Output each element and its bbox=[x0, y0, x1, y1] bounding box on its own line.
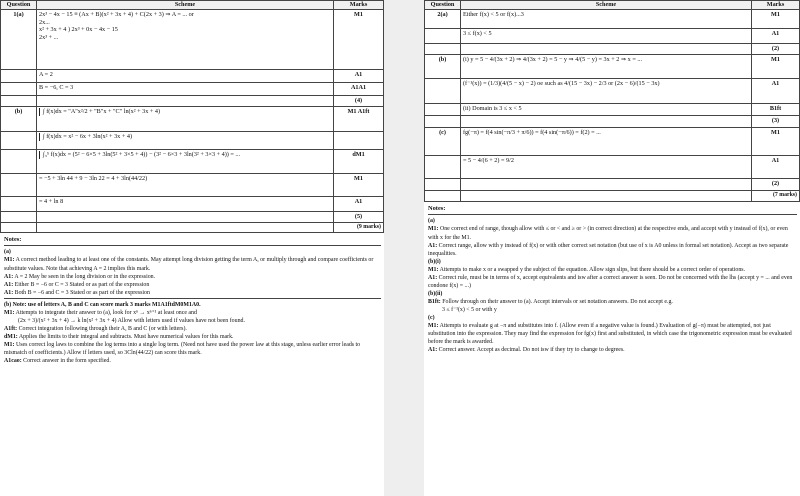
scheme-cell bbox=[37, 149, 334, 173]
marks-cell: A1 bbox=[752, 78, 800, 103]
note-item bbox=[4, 357, 381, 365]
scheme-line: (i) y = 5 − 4/(3x + 2) ⇒ 4/(3x + 2) = 5 − y ⇒ 4/(5 − y) = 3x + 2 ⇒ x = ... bbox=[463, 55, 642, 63]
scheme-cell bbox=[461, 28, 752, 43]
scheme-line: 3 ≤ f(x) < 5 bbox=[463, 29, 492, 37]
marks-cell: M1 A1ft bbox=[334, 106, 384, 131]
scheme-cell bbox=[461, 115, 752, 127]
note-item bbox=[428, 346, 797, 354]
note-mark-code: A1: bbox=[4, 289, 14, 296]
scheme-line: 2x... bbox=[39, 18, 50, 26]
marks-cell: (5) bbox=[334, 211, 384, 222]
note-text: Correct answer in the form specified. bbox=[21, 357, 111, 364]
note-text: One correct end of range, though allow with ≤ or < and ≥ or > (in correct direction) at the respective ends, and accept with y instead of f(x), or even with x for the M1. bbox=[428, 226, 788, 241]
note-mark-code: M1: bbox=[4, 257, 15, 264]
marks-cell: B1ft bbox=[752, 103, 800, 115]
table-header-row bbox=[1, 1, 384, 10]
scheme-cell bbox=[461, 78, 752, 103]
note-item bbox=[4, 281, 381, 289]
scheme-row bbox=[1, 149, 384, 173]
note-item bbox=[428, 274, 797, 290]
note-mark-code: A1ft: bbox=[4, 325, 18, 332]
mark-scheme-page-left bbox=[0, 0, 384, 496]
note-item bbox=[428, 298, 797, 306]
note-text: Correct rule, must be in terms of x, accept equivalents and isw after a correct answer is seen. Do not be concerned with the lhs (accept y = ... and even condone f(x) = ...) bbox=[428, 274, 793, 289]
marks-cell: (9 marks) bbox=[334, 222, 384, 232]
scheme-cell bbox=[461, 103, 752, 115]
scheme-row bbox=[1, 82, 384, 95]
note-text: Either B = −6 or C = 3 Stated or as part of the expression bbox=[13, 281, 150, 288]
divider bbox=[4, 245, 381, 246]
question-number: 2(a) bbox=[425, 9, 461, 28]
scheme-line: A = 2 bbox=[39, 70, 53, 78]
scheme-line: (ii) Domain is 3 ≤ x < 5 bbox=[463, 104, 522, 112]
scheme-cell bbox=[461, 178, 752, 190]
scheme-cell bbox=[37, 196, 334, 211]
mark-scheme-table-q2 bbox=[424, 0, 800, 202]
scheme-line: Either f(x) < 5 or f(x)...3 bbox=[463, 10, 524, 18]
scheme-cell bbox=[461, 43, 752, 54]
marks-cell: (2) bbox=[752, 43, 800, 54]
note-item bbox=[4, 317, 381, 325]
question-number bbox=[1, 82, 37, 95]
scheme-row bbox=[425, 127, 800, 155]
note-item bbox=[428, 290, 797, 298]
note-text: Both B = −6 and C = 3 Stated or as part of the expression bbox=[13, 289, 150, 296]
question-number bbox=[1, 173, 37, 196]
scheme-cell bbox=[37, 131, 334, 149]
scheme-row bbox=[425, 54, 800, 78]
note-mark-code: A1: bbox=[428, 242, 438, 249]
mark-scheme-page-right bbox=[424, 0, 800, 496]
header-question: Question bbox=[425, 1, 461, 10]
scheme-row bbox=[425, 190, 800, 201]
scheme-row bbox=[1, 222, 384, 232]
question-number bbox=[1, 211, 37, 222]
question-number bbox=[1, 131, 37, 149]
scheme-line: = 4 + ln 8 bbox=[39, 197, 64, 205]
question-number bbox=[425, 178, 461, 190]
note-item bbox=[4, 248, 381, 256]
marks-cell: A1 bbox=[752, 155, 800, 178]
marks-cell: A1A1 bbox=[334, 82, 384, 95]
note-mark-code: dM1: bbox=[4, 333, 18, 340]
divider bbox=[428, 214, 797, 215]
note-item bbox=[4, 256, 381, 272]
scheme-cell bbox=[37, 82, 334, 95]
header-marks: Marks bbox=[334, 1, 384, 10]
question-number: 1(a) bbox=[1, 9, 37, 69]
scheme-cell bbox=[37, 106, 334, 131]
scheme-line: 2x³ + ... bbox=[39, 34, 59, 41]
note-item bbox=[428, 266, 797, 274]
header-scheme: Scheme bbox=[37, 1, 334, 10]
mark-scheme-table-q1 bbox=[0, 0, 384, 233]
note-item bbox=[428, 306, 797, 314]
note-mark-code: M1: bbox=[4, 309, 15, 316]
scheme-row bbox=[1, 131, 384, 149]
marks-cell: (2) bbox=[752, 178, 800, 190]
question-number bbox=[1, 222, 37, 232]
question-number bbox=[1, 196, 37, 211]
question-number: (b) bbox=[425, 54, 461, 78]
notes-section bbox=[424, 202, 800, 354]
marks-cell: (4) bbox=[334, 95, 384, 106]
scheme-line: (f⁻¹(x)) = (1/3)(4/(5 − x) − 2) oe such as 4/(15 − 3x) − 2/3 or (2x − 6)/(15 − 3x) bbox=[463, 79, 660, 87]
scheme-cell bbox=[461, 127, 752, 155]
scheme-cell bbox=[37, 69, 334, 82]
note-mark-code: M1: bbox=[428, 266, 439, 273]
marks-cell: A1 bbox=[752, 28, 800, 43]
header-question: Question bbox=[1, 1, 37, 10]
marks-cell: A1 bbox=[334, 196, 384, 211]
header-scheme: Scheme bbox=[461, 1, 752, 10]
note-mark-code: A1: bbox=[428, 346, 438, 353]
marks-cell: (3) bbox=[752, 115, 800, 127]
scheme-cell bbox=[37, 222, 334, 232]
marks-cell: M1 bbox=[752, 54, 800, 78]
note-item bbox=[4, 289, 381, 297]
note-text: Correct answer. Accept as decimal. Do not isw if they try to change to degrees. bbox=[437, 346, 625, 353]
divider bbox=[4, 298, 381, 299]
scheme-line: B = −6, C = 3 bbox=[39, 83, 74, 91]
scheme-row bbox=[1, 211, 384, 222]
scheme-row bbox=[425, 9, 800, 28]
question-number bbox=[425, 43, 461, 54]
note-item bbox=[4, 309, 381, 317]
marks-cell: M1 bbox=[334, 9, 384, 69]
scheme-line: x² + 3x + 4 ) 2x³ + 0x − 4x − 15 bbox=[39, 26, 118, 34]
scheme-row bbox=[425, 178, 800, 190]
scheme-row bbox=[425, 155, 800, 178]
note-text: (b)(i) bbox=[428, 258, 441, 265]
scheme-row bbox=[425, 103, 800, 115]
question-number bbox=[1, 149, 37, 173]
marks-cell: dM1 bbox=[334, 149, 384, 173]
note-mark-code: A1: bbox=[4, 273, 14, 280]
note-mark-code: A1: bbox=[4, 281, 14, 288]
note-item bbox=[4, 333, 381, 341]
note-item bbox=[428, 258, 797, 266]
table-body bbox=[425, 9, 800, 201]
scheme-cell bbox=[461, 9, 752, 28]
scheme-cell bbox=[37, 211, 334, 222]
note-item bbox=[4, 301, 381, 309]
header-marks: Marks bbox=[752, 1, 800, 10]
notes-title: Notes: bbox=[4, 235, 22, 243]
scheme-row bbox=[1, 69, 384, 82]
note-text: (2x + 3)/(x² + 3x + 4) → k ln(x² + 3x + 4) Allow with letters used if values have not been found. bbox=[18, 317, 245, 324]
scheme-line: ∫ f(x)dx = x² − 6x + 3ln(x² + 3x + 4) bbox=[39, 133, 331, 141]
note-text: Uses correct log laws to combine the log terms into a single log term. (Need not have used the power law at this stage, unless earlier error leads to mismatch of coefficients.) Allow if letters used, so 3Cln(44/22) can score this mark. bbox=[4, 341, 361, 356]
note-text: (b)(ii) bbox=[428, 290, 443, 297]
note-text: (a) bbox=[428, 218, 435, 225]
scheme-row bbox=[1, 95, 384, 106]
note-text: Correct integration following through their A, B and C (or with letters). bbox=[17, 325, 187, 332]
scheme-line: 2x³ − 4x − 15 ≡ (Ax + B)(x² + 3x + 4) + C(2x + 3) ⇒ A = ... or bbox=[39, 10, 194, 18]
note-text: 3 ≤ f⁻¹(x) < 5 or with y bbox=[442, 306, 497, 313]
note-text: Correct range, allow with y instead of f(x) or with other correct set notation (but use of x is A0 unless in formal set notation). Accept as two separate inequalities. bbox=[428, 242, 789, 257]
scheme-row bbox=[425, 115, 800, 127]
note-text: A correct method leading to at least one of the constants. May attempt long division getting the term A, or multiply through and compare coefficients or substitute values. Note that achieving A = 2 implies this mark. bbox=[4, 257, 374, 272]
note-text: Attempts to evaluate g at −π and substitutes into f. (Allow even if a negative value is found.) Evaluation of g(−π) must be attempted, not just substitution into the expression. They may find the expression for fg(x) first and substituted, in which case the trigonometric expression must be evaluated before the mark is awarded. bbox=[428, 322, 792, 345]
notes-title: Notes: bbox=[428, 204, 446, 212]
note-text: Follow through on their answer to (a). Accept intervals or set notation answers. Do not accept e.g. bbox=[440, 298, 673, 305]
question-number bbox=[1, 95, 37, 106]
note-item bbox=[428, 242, 797, 258]
scheme-cell bbox=[37, 173, 334, 196]
scheme-row bbox=[425, 28, 800, 43]
note-text: Attempts to make x or a swapped y the subject of the equation. Allow sign slips, but there should be a correct order of operations. bbox=[438, 266, 746, 273]
note-item bbox=[4, 273, 381, 281]
note-item bbox=[428, 217, 797, 225]
scheme-cell bbox=[37, 95, 334, 106]
question-number bbox=[425, 103, 461, 115]
scheme-cell bbox=[37, 9, 334, 69]
note-item bbox=[428, 225, 797, 241]
note-text: (a) bbox=[4, 249, 11, 256]
scheme-row bbox=[1, 9, 384, 69]
marks-cell: M1 bbox=[752, 9, 800, 28]
note-mark-code: M1: bbox=[428, 226, 439, 233]
note-mark-code: B1ft: bbox=[428, 298, 441, 305]
table-header-row bbox=[425, 1, 800, 10]
scheme-cell bbox=[461, 190, 752, 201]
note-item bbox=[4, 325, 381, 333]
marks-cell: (7 marks) bbox=[752, 190, 800, 201]
notes-section bbox=[0, 233, 384, 365]
scheme-line: = 5 − 4/(6 + 2) = 9/2 bbox=[463, 156, 514, 164]
question-number bbox=[425, 78, 461, 103]
note-mark-code: A1cao: bbox=[4, 357, 22, 364]
note-item bbox=[428, 314, 797, 322]
question-number bbox=[425, 28, 461, 43]
note-text: (b) Note: use of letters A, B and C can score mark 3 marks M1A1ftdM0M1A0. bbox=[4, 301, 201, 308]
marks-cell bbox=[334, 131, 384, 149]
question-number bbox=[425, 190, 461, 201]
scheme-line: ∫₃⁵ f(x)dx = (5² − 6×5 + 3ln(5² + 3×5 + 4)) − (3² − 6×3 + 3ln(3² + 3×3 + 4)) = ... bbox=[39, 151, 331, 159]
note-item bbox=[428, 322, 797, 346]
note-mark-code: A1: bbox=[428, 274, 438, 281]
question-number: (c) bbox=[425, 127, 461, 155]
scheme-row bbox=[1, 196, 384, 211]
question-number bbox=[425, 155, 461, 178]
note-text: Applies the limits to their integral and subtracts. Must have numerical values for this mark. bbox=[17, 333, 234, 340]
marks-cell: M1 bbox=[752, 127, 800, 155]
note-text: (c) bbox=[428, 314, 435, 321]
scheme-line: fg(−π) = f(4 sin(−π/3 + π/6)) = f(4 sin(−π/6)) = f(2) = ... bbox=[463, 128, 601, 136]
marks-cell: M1 bbox=[334, 173, 384, 196]
scheme-row bbox=[1, 106, 384, 131]
scheme-line: = −5 + 3ln 44 + 9 − 3ln 22 = 4 + 3ln(44/22) bbox=[39, 174, 148, 182]
scheme-row bbox=[1, 173, 384, 196]
scheme-row bbox=[425, 43, 800, 54]
note-text: Attempts to integrate their answer to (a), look for xⁿ → xⁿ⁺¹ at least once and bbox=[14, 309, 197, 316]
note-text: A = 2 May be seen in the long division or in the expression. bbox=[13, 273, 156, 280]
question-number bbox=[425, 115, 461, 127]
question-number bbox=[1, 69, 37, 82]
note-mark-code: M1: bbox=[428, 322, 439, 329]
marks-cell: A1 bbox=[334, 69, 384, 82]
scheme-cell bbox=[461, 54, 752, 78]
scheme-line: ∫ f(x)dx = "A"x²/2 + "B"x + "C" ln(x² + 3x + 4) bbox=[39, 108, 331, 116]
question-number: (b) bbox=[1, 106, 37, 131]
scheme-cell bbox=[461, 155, 752, 178]
note-item bbox=[4, 341, 381, 357]
note-mark-code: M1: bbox=[4, 341, 15, 348]
table-body bbox=[1, 9, 384, 232]
scheme-row bbox=[425, 78, 800, 103]
